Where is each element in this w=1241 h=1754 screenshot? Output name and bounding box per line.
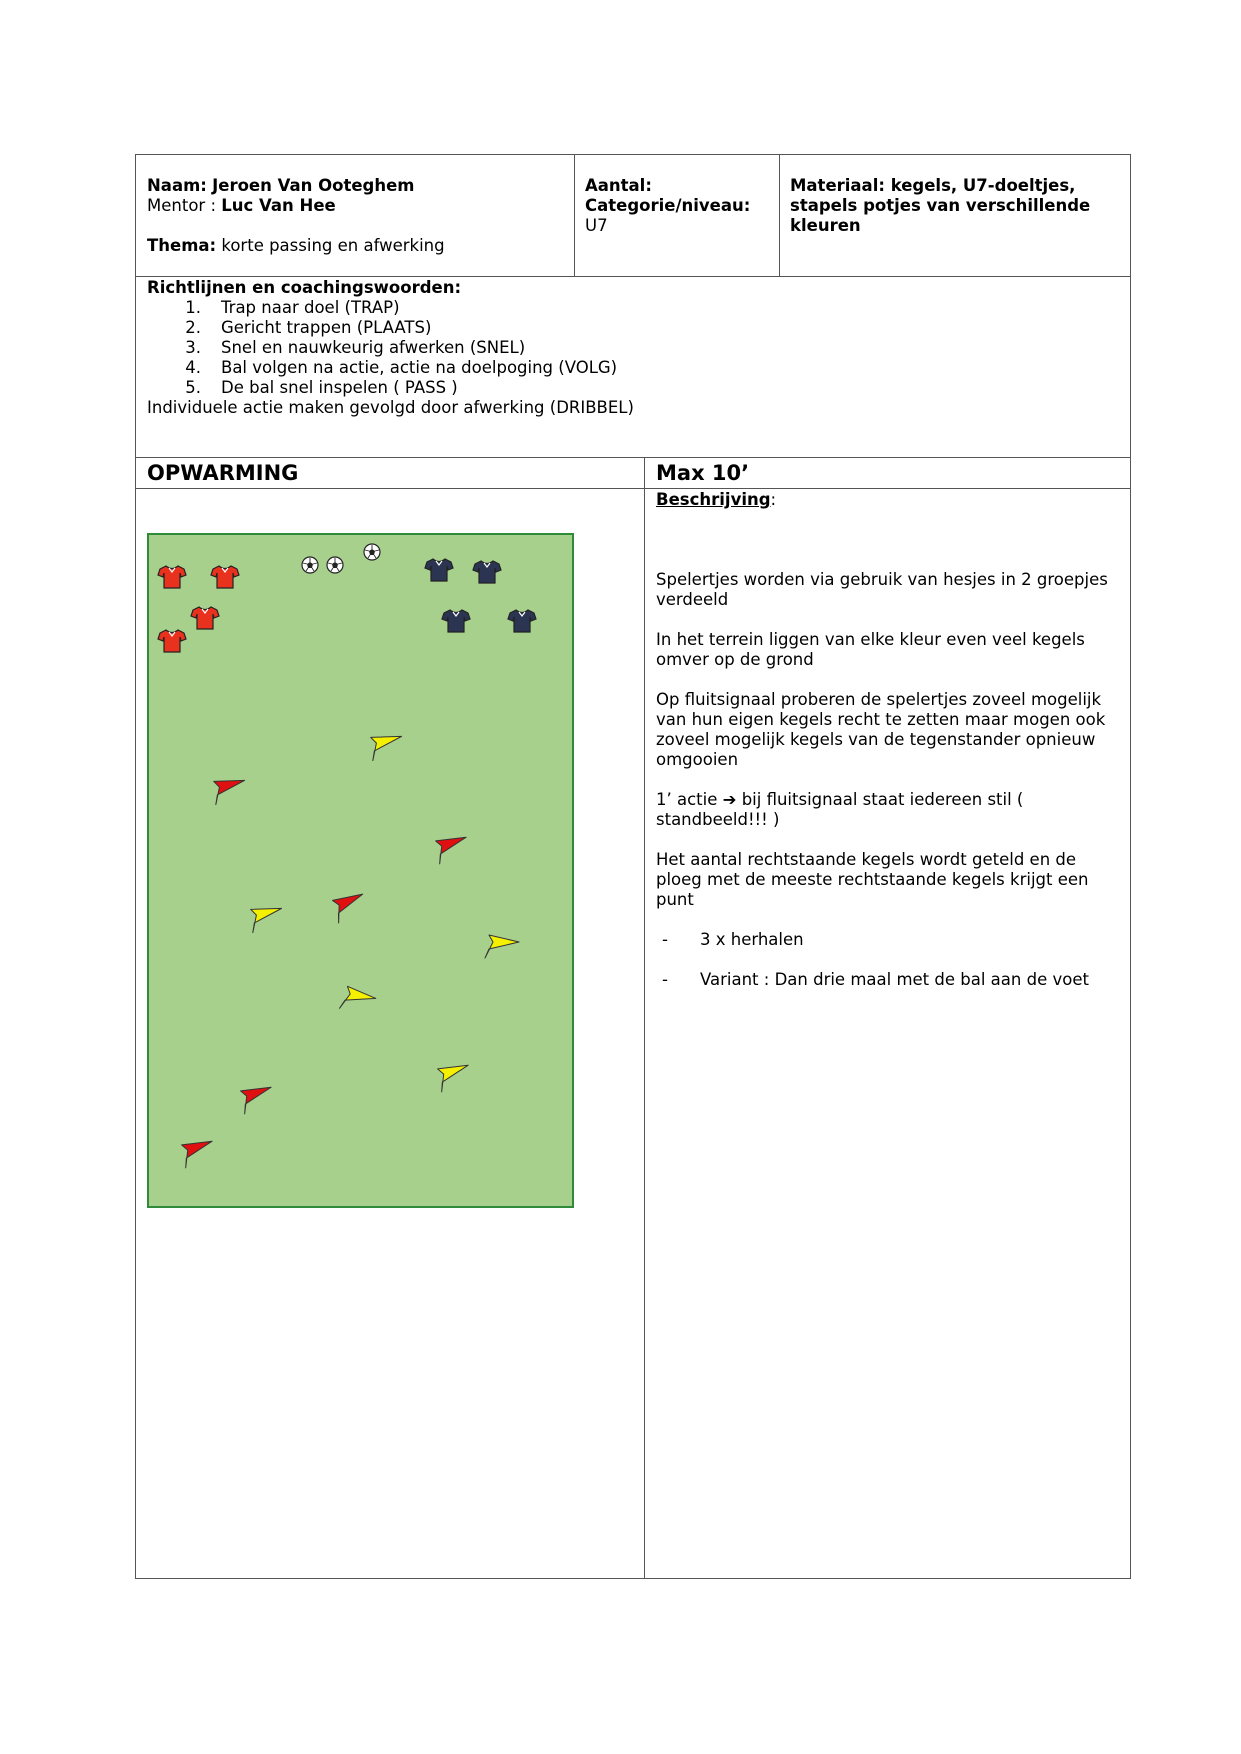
red-cone-icon <box>329 888 370 923</box>
yellow-cone-icon <box>340 986 377 1015</box>
ball-icon <box>364 544 380 560</box>
mentor-label: Mentor : <box>147 196 222 215</box>
description-paragraph: 1’ actie ➔ bij fluitsignaal staat iedereen stil ( standbeeld!!! ) <box>656 790 1024 829</box>
list-item: 1. Trap naar doel (TRAP) <box>185 298 400 317</box>
description-paragraph: Op fluitsignaal proberen de spelertjes zoveel mogelijk van hun eigen kegels recht te zetten maar mogen ook zoveel mogelijk kegels van de tegenstander opnieuw omgooien <box>656 690 1106 769</box>
red-shirt-icon <box>191 607 219 629</box>
section-title: OPWARMING <box>147 461 299 485</box>
ball-icon <box>327 557 343 573</box>
name-label: Naam: <box>147 176 207 195</box>
list-item: 5. De bal snel inspelen ( PASS ) <box>185 378 458 397</box>
material-text: Materiaal: kegels, U7-doeltjes, stapels potjes van verschillende kleuren <box>790 176 1091 235</box>
guidelines-extra: Individuele actie maken gevolgd door afwerking (DRIBBEL) <box>147 398 634 417</box>
name-value: Jeroen Van Ooteghem <box>212 176 415 195</box>
list-item: - 3 x herhalen <box>662 930 804 949</box>
arrow-right-icon: ➔ <box>722 790 737 809</box>
ball-icon <box>302 557 318 573</box>
description-paragraph: Spelertjes worden via gebruik van hesjes in 2 groepjes verdeeld <box>656 570 1108 609</box>
list-item: 4. Bal volgen na actie, actie na doelpoging (VOLG) <box>185 358 618 377</box>
navy-shirt-icon <box>425 559 453 581</box>
red-shirt-icon <box>158 630 186 652</box>
guidelines-title: Richtlijnen en coachingswoorden: <box>147 278 462 297</box>
theme-value: korte passing en afwerking <box>221 236 445 255</box>
red-cone-icon <box>210 774 249 805</box>
yellow-cone-icon <box>485 935 519 958</box>
red-shirt-icon <box>158 566 186 588</box>
mentor-value: Luc Van Hee <box>221 196 336 215</box>
navy-shirt-icon <box>508 610 536 632</box>
red-cone-icon <box>237 1081 277 1114</box>
list-item: - Variant : Dan drie maal met de bal aan de voet <box>662 970 1089 989</box>
yellow-cone-icon <box>367 730 406 761</box>
list-item: 3. Snel en nauwkeurig afwerken (SNEL) <box>185 338 526 357</box>
red-shirt-icon <box>211 566 239 588</box>
yellow-cone-icon <box>247 902 286 933</box>
red-cone-icon <box>432 831 472 864</box>
section-duration: Max 10’ <box>656 461 750 485</box>
description-paragraph: Het aantal rechtstaande kegels wordt geteld en de ploeg met de meeste rechtstaande kegels krijgt een punt <box>656 850 1089 909</box>
category-value: U7 <box>585 216 608 235</box>
description-heading: Beschrijving: <box>656 490 777 509</box>
count-label: Aantal: <box>585 176 652 195</box>
navy-shirt-icon <box>473 561 501 583</box>
description-label: Beschrijving <box>656 490 771 509</box>
list-item: 2. Gericht trappen (PLAATS) <box>185 318 432 337</box>
theme-label: Thema: <box>147 236 217 255</box>
red-cone-icon <box>178 1135 218 1168</box>
yellow-cone-icon <box>434 1059 474 1092</box>
description-paragraph: In het terrein liggen van elke kleur even veel kegels omver op de grond <box>656 630 1085 669</box>
category-label: Categorie/niveau: <box>585 196 751 215</box>
navy-shirt-icon <box>442 610 470 632</box>
